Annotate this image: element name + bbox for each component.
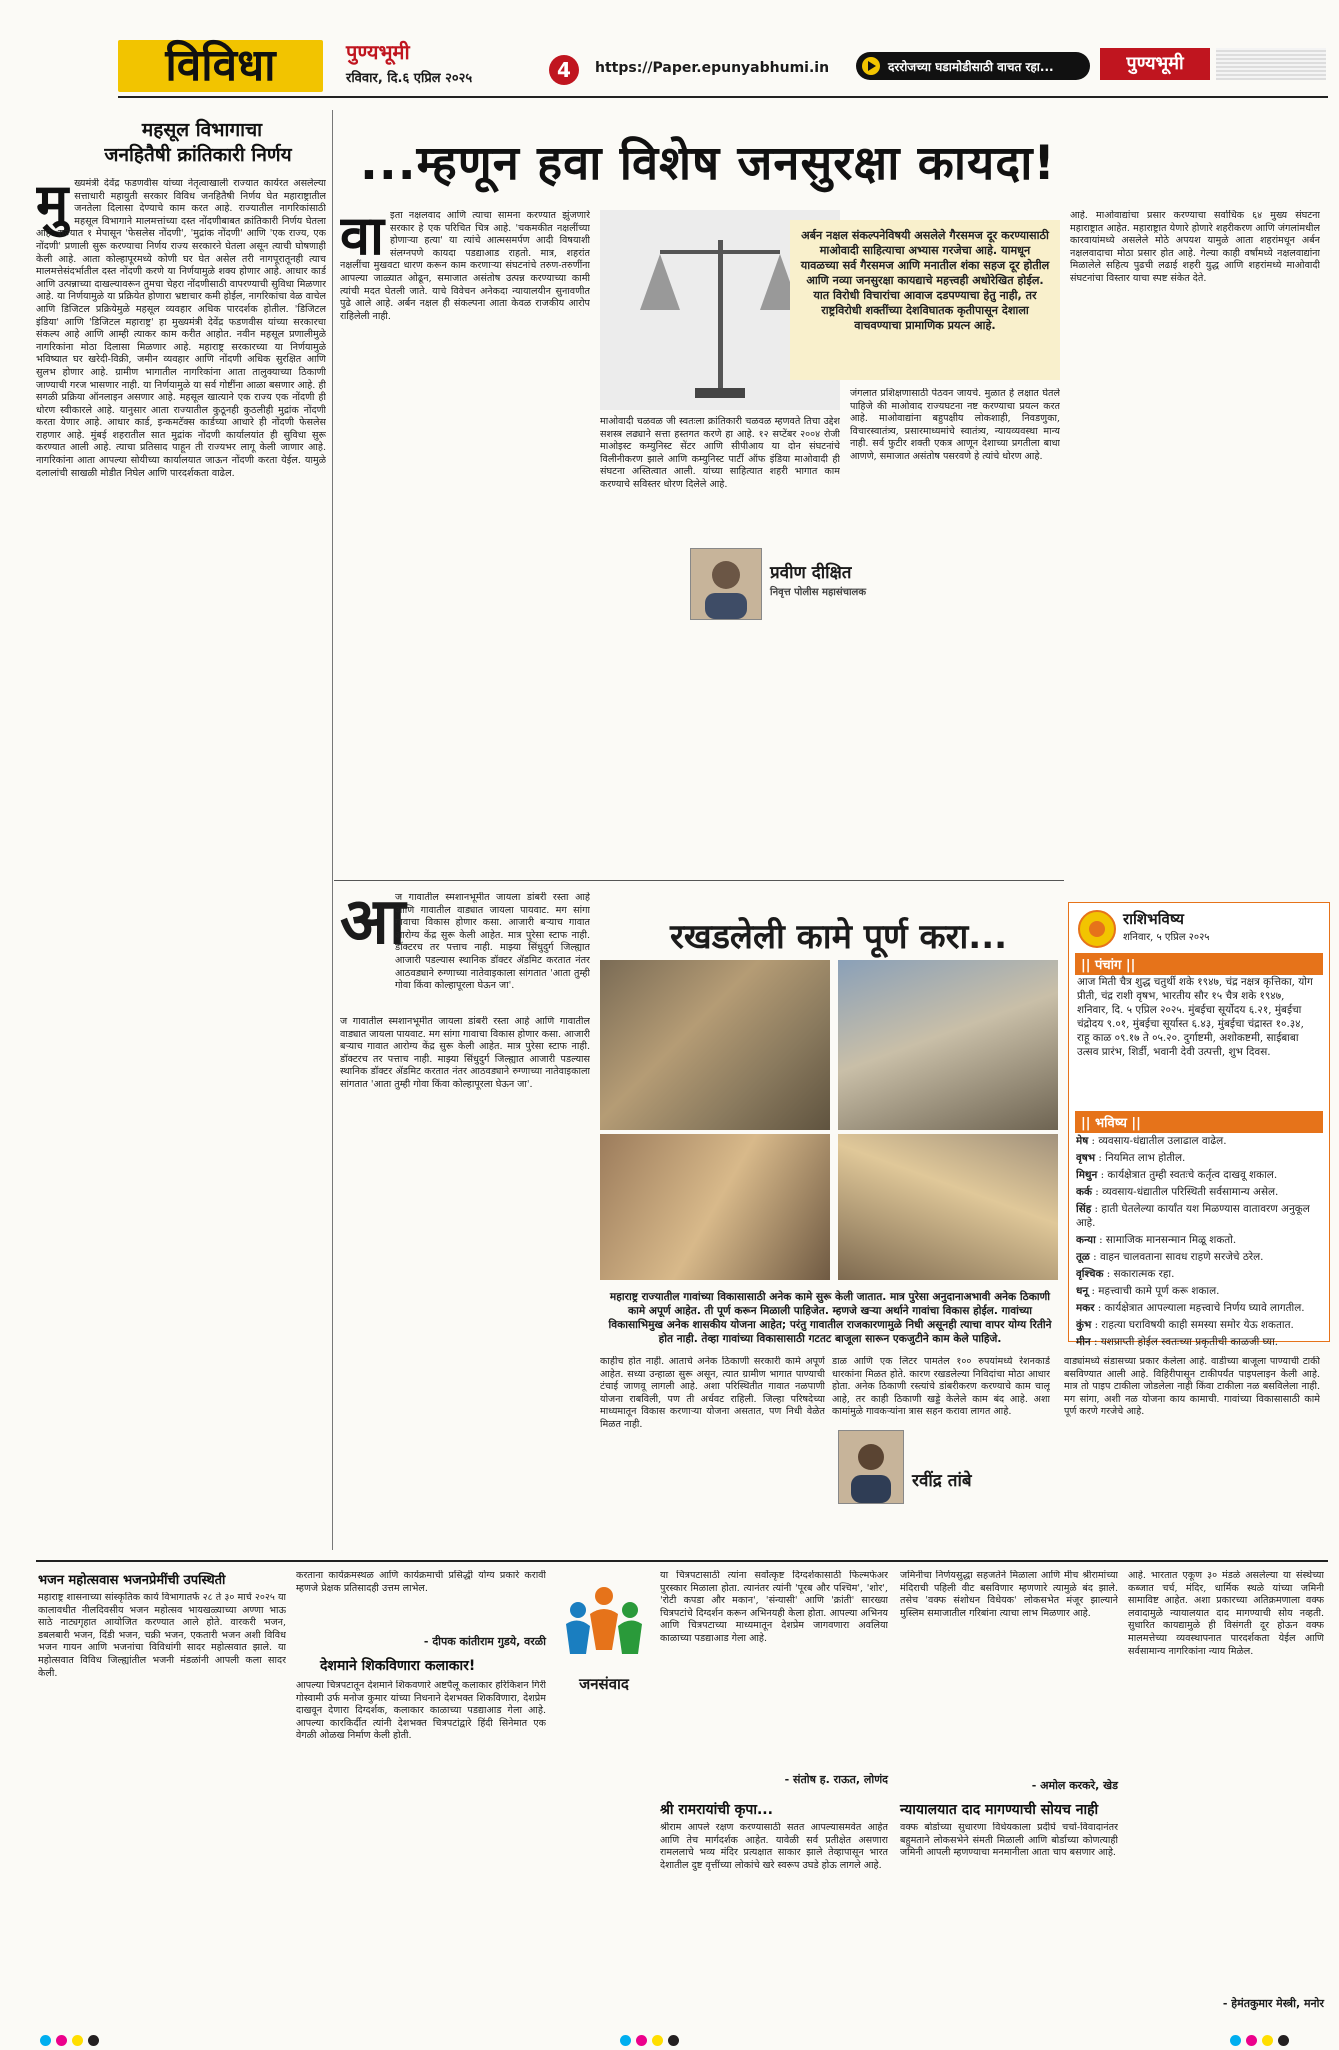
rural-author-name: रवींद्र तांबे <box>908 1468 976 1491</box>
justice-col <box>900 1822 1118 2012</box>
last-byline: - हेमंतकुमार मेस्त्री, मनोर <box>1222 1997 1324 2010</box>
justice-text: वक्फ बोर्डाच्या सुधारणा विधेयकाला प्रदीर्घ चर्चा-विवादानंतर बहुमताने लोकसभेने संमती मिळाली आणि बोर्डाच्या कोणत्याही जमिनी आपली म्हणण्याचा मनमानीला आता चाप बसणार आहे. <box>900 1822 1118 1859</box>
zodiac-wheel-icon <box>1077 909 1117 949</box>
rashi-text: सामाजिक मानसन्मान मिळू शकतो. <box>1105 1234 1237 1246</box>
rural-headline: रखडलेली कामे पूर्ण करा... <box>670 917 1008 957</box>
deshmukh-col-2 <box>660 1570 888 1770</box>
rural-body-2: काहीच होत नाही. आताचे अनेक ठिकाणी सरकारी कामे अपूर्ण आहेत. सध्या उन्हाळा सुरू असून, त्यात ग्रामीण भागात पाण्याची टंचाई जाणवू लागली आहे. अशा परिस्थितीत गावात नळपाणी योजना राबविली, पण ती अर्धवट राहिली. जिल्हा परिषदेच्या माध्यमातून विकास करणाऱ्या योजना असतात, पण निधी वेळेत मिळत नाही. <box>600 1356 825 1430</box>
cyan-mark-icon <box>40 2035 51 2046</box>
paper-logo-small: पुण्यभूमी <box>1126 53 1184 74</box>
photo-construction <box>838 1134 1058 1280</box>
people-group-icon <box>556 1580 652 1670</box>
main-body-1: इता नक्षलवाद आणि त्याचा सामना करण्यात झुंजणारे सरकार हे एक परिचित चित्र आहे. 'चकमकीत नक्षलींच्या होणाऱ्या हत्या' या त्यांचे आत्मसमर्पण आदी विषयाशी संलग्नपणे कायदा पडद्याआड राहतो. मात्र, शहरांत नक्षलींचा मुखवटा धारण करून काम करणाऱ्या संघटनांचे तरुण-तरुणींना आपल्या जाळ्यात ओढून, समाजात असंतोष उत्पन्न करण्याच्या कामी त्यांची मदत घेतली जाते. याचे विवेचन अनेकदा न्यायालयीन सुनावणीत पुढे आले आहे. अर्बन नक्षल ही संकल्पना आता केवळ राजकीय आरोप राहिलेली नाही. <box>340 210 590 322</box>
pullquote-text: अर्बन नक्षल संकल्पनेविषयी असलेले गैरसमज दूर करण्यासाठी माओवादी साहित्याचा अभ्यास गरजेचा आहे. यामधून यावळच्या सर्व गैरसमज आणि मनातील शंका सहज दूर होतील आणि नव्या जनसुरक्षा कायद्याचे महत्त्वही अधोरेखित होईल. यात विरोधी विचारांचा आवाज दडपण्याचा हेतु नाही, तर राष्ट्रविरोधी शक्तींच्या देशविघातक कृतीपासून देशाला वाचवण्याचा प्रामाणिक प्रयत्न आहे. <box>800 229 1050 332</box>
tagline-text: दररोजच्या घडामोडीसाठी वाचत रहा... <box>888 60 1054 74</box>
left-dropcap: मु <box>36 178 69 235</box>
yellow-mark-icon <box>1262 2035 1273 2046</box>
epaper-url[interactable]: https://Paper.epunyabhumi.in <box>595 60 830 76</box>
rural-caption: महाराष्ट्र राज्यातील गावांच्या विकासासाठी अनेक कामे सुरू केली जातात. मात्र पुरेसा अनुदानाअभावी अनेक ठिकाणी कामे अपूर्ण आहेत. ती पूर्ण करून मिळाली पाहिजेत. म्हणजे खऱ्या अर्थाने गावांचा विकास होईल. गावांच्या विकासाभिमुख अनेक शासकीय योजना आहेत; परंतु गावातील राजकारणामुळे निधी असूनही त्याचा वापर योग्य रितीने होत नाही. तेव्हा गावांच्या विकासासाठी गटतट बाजूला सारून एकजुटीने काम केले पाहिजे. <box>608 1291 1052 1345</box>
play-icon <box>862 57 880 75</box>
rural-body-4: वाड्यांमध्ये संडासच्या प्रकार केलेला आहे. वाडीच्या बाजूला पाण्याची टाकी बसविण्यात आली आहे. विहिरीपासून टाकीपर्यंत पाइपलाइन केली आहे. मात्र तो पाइप टाकीला जोडलेला नाही किंवा टाकीला नळ बसविलेला नाही. मग सांगा, अशी नळ योजना काय कामाची. गावांच्या विकासासाठी कामे पूर्ण करणे गरजेचे आहे. <box>1064 1356 1320 1418</box>
ramrayachi-text: श्रीराम आपले रक्षण करण्यासाठी सतत आपल्यासमवेत आहेत आणि तेच मार्गदर्शक आहेत. यावेळी सर्व प्रतीक्षेत असणारा रामललाचे भव्य मंदिर प्रत्यक्षात साकार झाले तेव्हापासून भारत देशातील दुष्ट वृत्तींच्या लोकांचे खरे स्वरूप उघडे होऊ लागले आहे. <box>660 1822 888 1871</box>
deshmukh-text: आपल्या चित्रपटातून देशमाने शिकवणारे अष्टपैलू कलाकार हरिकिशन गिरी गोस्वामी उर्फ मनोज कुमार यांच्या निधनाने देशभक्त शिकविणारा, देशप्रेम दाखवून देणारा दिग्दर्शक, कलाकार काळाच्या पडद्याआड गेला आहे. आपल्या कारकिर्दीत त्यांनी देशभक्त चित्रपटांद्वारे हिंदी सिनेमात एक वेगळी ओळख निर्माण केली होती. <box>296 1680 546 1742</box>
rashi-item: सिंह : हाती घेतलेल्या कार्यांत यश मिळण्यास वातावरण अनुकूल आहे. <box>1076 1203 1310 1229</box>
rashi-sign: सिंह <box>1076 1203 1092 1215</box>
rural-body-3: डाळ आणि एक लिटर पामतेल १०० रुपयांमध्ये रेशनकार्ड धारकांना मिळत होते. कारण रखडलेल्या निविदांचा मोठा आधार होता. अनेक ठिकाणी रस्त्यांचे डांबरीकरण करण्याचे काम चालू आहे, तर काही ठिकाणी खड्डे केलेले काम बंद आहे. अशा कामांमुळे गावकऱ्यांना त्रास सहन करावा लागत आहे. <box>832 1356 1050 1418</box>
magenta-mark-icon <box>636 2035 647 2046</box>
rural-col-2 <box>600 1356 825 1556</box>
magenta-mark-icon <box>1246 2035 1257 2046</box>
bhajan-col-2 <box>296 1570 546 1630</box>
author-title: निवृत्त पोलीस महासंचालक <box>770 587 867 598</box>
magenta-mark-icon <box>56 2035 67 2046</box>
rashi-sign: कर्क <box>1076 1186 1092 1198</box>
deshmukh-title: देशमाने शिकविणारा कलाकार! <box>320 1658 476 1674</box>
main-col-1 <box>340 210 590 770</box>
masthead-pattern <box>1216 48 1326 80</box>
rural-caption-box <box>600 1290 1060 1350</box>
main-body-3: जंगलात प्रशिक्षणासाठी पेठवन जायचे. मुळात हे लक्षात घेतले पाहिजे की माओवाद राज्यघटना नष्ट करण्याचा प्रयत्न करत आहे. माओवाद्यांना बहुपक्षीय लोकशाही, निवडणुका, विचारस्वातंत्र्य, प्रसारमाध्यमांचे स्वातंत्र्य, न्यायव्यवस्था मान्य नाही. सर्व फुटीर शक्ती एकत्र आणून देशाच्या प्रगतीला बाधा आणणे, समाजात असंतोष पसरवणे हे त्यांचे धोरण आहे. <box>850 388 1060 462</box>
rashi-sign: तूळ <box>1076 1251 1090 1263</box>
rashi-text: कार्यक्षेत्रात तुम्ही स्वतःचे कर्तृत्व दाखवू शकाल. <box>1107 1169 1278 1181</box>
janasamvad-logo <box>556 1580 652 1700</box>
rashi-text: कार्यक्षेत्रात आपल्याला महत्त्वाचे निर्णय घ्यावे लागतील. <box>1104 1302 1305 1314</box>
rural-intro <box>395 892 590 1012</box>
issue-date: रविवार, दि.६ एप्रिल २०२५ <box>346 71 473 86</box>
bhajan-col-1 <box>38 1592 286 2012</box>
rashi-item: कुंभ : राहत्या घराविषयी काही समस्या समोर येऊ शकतात. <box>1076 1319 1294 1331</box>
pullquote-box <box>790 220 1060 380</box>
person-icon <box>839 1431 903 1503</box>
main-body-4: आहे. माओवाद्यांचा प्रसार करण्याचा सर्वाधिक ६४ मुख्य संघटना महाराष्ट्रात आहेत. महाराष्ट्रात येणारे होणारे शहरीकरण आणि जंगलांमधील कारवायांमध्ये असलेले मोठे अपयश यामुळे आता शहरांमधून अर्बन नक्षलवादाचा मोठा प्रसार होत आहे. गेल्या काही वर्षांमध्ये नक्षलवाद्यांना मिळालेले सहित्य पुढची लढाई शहरी युद्ध आणि शहरांमध्ये माओवादी संघटनांचा विस्तार याचा स्पष्ट संकेत देते. <box>1070 210 1320 284</box>
waqf-col <box>900 1570 1118 1770</box>
bhajan-text-2: करताना कार्यक्रमस्थळ आणि कार्यक्रमाची प्रसिद्धी योग्य प्रकारे करावी म्हणजे प्रेक्षक प्रतिसादही उत्तम लाभेल. <box>296 1570 546 1594</box>
rashi-item: वृषभ : नियमित लाभ होतील. <box>1076 1152 1186 1164</box>
cyan-mark-icon <box>1230 2035 1241 2046</box>
waqf-byline: - अमोल करकरे, खेड <box>1031 1779 1118 1792</box>
section-rule <box>334 880 1064 881</box>
registration-marks-right <box>1230 2031 1294 2043</box>
rashi-sign: वृषभ <box>1076 1152 1096 1164</box>
rashi-text: नियमित लाभ होतील. <box>1105 1152 1186 1164</box>
black-mark-icon <box>668 2035 679 2046</box>
photo-road-work <box>838 960 1058 1130</box>
rashi-item: कन्या : सामाजिक मानसन्मान मिळू शकतो. <box>1076 1234 1237 1246</box>
photo-village <box>600 1134 830 1280</box>
rashi-sign: धनू <box>1076 1285 1089 1297</box>
yellow-mark-icon <box>72 2035 83 2046</box>
main-col-4 <box>1070 210 1320 890</box>
section-title: विविधा <box>165 40 276 91</box>
panchang-text: आज मिती चैत्र शुद्ध चतुर्थी शके १९४७, चंद्र नक्षत्र कृत्तिका, योग प्रीती, चंद्र राशी वृषभ, भारतीय सौर १५ चैत्र शके १९४७, शनिवार, दि. ५ एप्रिल २०२५. मुंबईचा सूर्योदय ६.२१, मुंबईचा चंद्रोदय ९.०१, मुंबईचा सूर्यास्त ६.४३, मुंबईचा चंद्रास्त १०.३४, राहू काळ ०९.१७ ते ०५.२०. दुर्गाष्टमी, अशोकष्टमी, साईबाबा उत्सव प्रारंभ, शिर्डी, भवानी देवी उत्पत्ती, शुभ दिवस. <box>1077 976 1313 1058</box>
left-article-title-1: महसूल विभागाचा <box>141 119 263 141</box>
author-name: प्रवीण दीक्षित <box>770 563 852 583</box>
left-article-body: ख्यमंत्री देवेंद्र फडणवीस यांच्या नेतृत्वाखाली राज्यात कार्यरत असलेल्या सत्ताधारी महायुती सरकार विविध जनहितैषी निर्णय घेत महाराष्ट्रातील जनतेला दिलासा देण्याचे काम करत आहे. राज्यातील नागरिकांसाठी महसूल विभागाने मालमत्तांच्या दस्त नोंदणीबाबत क्रांतिकारी निर्णय घेतला आहे. राज्यात १ मेपासून 'फेसलेस नोंदणी', 'मुद्रांक नोंदणी' आणि 'एक राज्य, एक नोंदणी' प्रणाली सुरू करण्याचा निर्णय राज्य सरकारने घेतला असून त्याची घोषणाही केली आहे. आता कोल्हापूरमध्ये कोणी घर घेत असेल तरी नागपूरातूनही त्याच मालमत्तेसंदर्भातील दस्त नोंदणी करणे या निर्णयामुळे शक्य होणार आहे. आधार कार्ड आणि उत्पन्नाच्या दाखल्यावरून तुमचा चेहरा नोंदणीसाठी वापरण्याची सुविधा मिळणार आहे. या निर्णयामुळे या प्रक्रियेत होणारा भ्रष्टाचार कमी होईल, नागरिकांचा वेळ वाचेल आणि डिजिटल प्रक्रियेमुळे महसूल व्यवहार अधिक पारदर्शक होतील. 'डिजिटल इंडिया' आणि 'डिजिटल महाराष्ट्र' हा मुख्यमंत्री देवेंद्र फडणवीस यांच्या सरकारचा संकल्प आहे आणि आम्ही त्याकर काम करीत आहोत. नवीन महसूल प्रणालीमुळे नागरिकांना मोठा दिलासा मिळणार आहे. महाराष्ट्र सरकारच्या या निर्णयामुळे भविष्यात घर खरेदी-विक्री, जमीन व्यवहार आणि नोंदणी अधिक सुरक्षित आणि सुलभ होणार आहे. ग्रामीण भागातील नागरिकांना आता तालुक्याच्या ठिकाणी जाण्याची गरज भासणार नाही. या निर्णयामुळे या सर्व गोष्टींना आळा बसणार आहे. ही सगळी प्रक्रिया ऑनलाइन असणार आहे. महसूल खात्याने एक राज्य एक नोंदणी ही धोरण स्वीकारले आहे. यानुसार आता राज्यातील कुठूनही कुठलीही मुद्रांक नोंदणी करता येणार आहे. आधार कार्ड, इन्कमटॅक्स कार्डच्या आधारे ही नोंदणी फेसलेस राहणार आहे. मुंबई शहरातील सात मुद्रांक नोंदणी कार्यालयांत ही सुविधा सुरू करण्यात आली आहे. त्याचा प्रतिसाद पाहून ती राज्यभर लागू केली जाणार आहे. नागरिकांना आता आपल्या सोयीच्या कार्यालयात जाऊन नोंदणी करता येईल. यामुळे दलालांची साखळी मोडीत निघेल आणि पारदर्शकता वाढेल. <box>36 178 326 479</box>
panchang-label: || पंचांग || <box>1075 953 1323 975</box>
ramrayachi-title: श्री रामरायांची कृपा... <box>660 1802 773 1818</box>
person-icon <box>691 549 761 619</box>
rashi-item: वृश्चिक : सकारात्मक रहा. <box>1076 1268 1175 1280</box>
rashi-item: कर्क : व्यवसाय-धंद्यातील परिस्थिती सर्वसामान्य असेल. <box>1076 1186 1279 1198</box>
rashi-title: राशिभविष्य <box>1123 910 1184 928</box>
deshmukh-col-1 <box>296 1680 546 2010</box>
rashi-sign: मीन <box>1076 1336 1091 1348</box>
bhajan-title: भजन महोत्सवास भजनप्रेमींची उपस्थिती <box>38 1573 226 1588</box>
cyan-mark-icon <box>620 2035 631 2046</box>
rashi-item: मकर : कार्यक्षेत्रात आपल्याला महत्त्वाचे निर्णय घ्यावे लागतील. <box>1076 1302 1305 1314</box>
rashi-sign: वृश्चिक <box>1076 1268 1104 1280</box>
registration-marks-left <box>40 2031 104 2043</box>
ramrayachi-col <box>660 1822 888 2012</box>
rashi-text: व्यवसाय-धंद्यातील उलाढाल वाढेल. <box>1098 1135 1227 1147</box>
rashi-sign: मकर <box>1076 1302 1095 1314</box>
rashi-sign: मेष <box>1076 1135 1089 1147</box>
waqf-text: जमिनीचा निर्णयसुद्धा सहजतेने मिळाला आणि मीच श्रीरामांच्या मंदिराची पहिली वीट बसविणार म्हणणारे त्यामुळे बंद झाले. तसेच 'वक्फ संशोधन विधेयक' लोकसभेत मंजूर झाल्याने मुस्लिम समाजातील गरिबांना त्याचा लाभ मिळणार आहे. <box>900 1570 1118 1619</box>
rashi-text: व्यवसाय-धंद्यातील परिस्थिती सर्वसामान्य असेल. <box>1102 1186 1279 1198</box>
rashi-sign: मिथुन <box>1076 1169 1098 1181</box>
rashi-sign: कन्या <box>1076 1234 1096 1246</box>
bhavishya-label: || भविष्य || <box>1075 1111 1323 1133</box>
main-body-2: माओवादी चळवळ जी स्वतःला क्रांतिकारी चळवळ म्हणवते तिचा उद्देश सशस्त्र लढ्याने सत्ता हस्तगत करणे हा आहे. १२ सप्टेंबर २००४ रोजी माओइस्ट कम्युनिस्ट सेंटर आणि सीपीआय या दोन संघटनांचे विलीनीकरण झाले आणि कम्युनिस्ट पार्टी ऑफ इंडिया माओवादी ही संघटना अस्तित्वात आली. यांच्या साहित्यात शहरी भागात काम करण्याचे सविस्तर धोरण दिलेले आहे. <box>600 416 840 490</box>
rashi-list <box>1076 1134 1322 1554</box>
justice-title: न्यायालयात दाद मागण्याची सोयच नाही <box>900 1802 1099 1818</box>
rashi-text: यशप्राप्ती होईल स्वतःच्या प्रकृतीची काळजी घ्या. <box>1100 1336 1279 1348</box>
deshmukh-text-2: या चित्रपटासाठी त्यांना सर्वोत्कृष्ट दिग्दर्शकासाठी फिल्मफेअर पुरस्कार मिळाला होता. त्यानंतर त्यांनी 'पूरब और पश्चिम', 'शोर', 'रोटी कपडा और मकान', 'संन्यासी' आणि 'क्रांती' सारख्या चित्रपटांचे दिग्दर्शन करून अभिनयही केला होता. आपल्या अभिनय आणि चित्रपटाच्या माध्यमातून देशप्रेम जागवणारा अवलिया काळाच्या पडद्याआड गेला आहे. <box>660 1570 888 1644</box>
rashi-item: मीन : यशप्राप्ती होईल स्वतःच्या प्रकृतीची काळजी घ्या. <box>1076 1336 1279 1348</box>
main-dropcap: वा <box>340 210 385 267</box>
rural-dropcap: आ <box>340 884 406 959</box>
section-banner <box>118 40 323 92</box>
registration-marks-center <box>620 2031 684 2043</box>
rashi-sign: कुंभ <box>1076 1319 1092 1331</box>
rashi-item: मिथुन : कार्यक्षेत्रात तुम्ही स्वतःचे कर्तृत्व दाखवू शकाल. <box>1076 1169 1278 1181</box>
rural-col-1 <box>340 1016 590 1556</box>
rural-body-1a: ज गावातील स्मशानभूमीत जायला डांबरी रस्ता आहे आणि गावातील वाड्यात जायला पायवाट. मग सांगा गावाचा विकास होणार कसा. आजारी बऱ्याच गावात आरोग्य केंद्र सुरू केली आहेत. मात्र पुरेसा स्टाफ नाही. डॉक्टरच तर पत्ताच नाही. माझ्या सिंधुदुर्ग जिल्ह्यात आजारी पडल्यास स्थानिक डॉक्टर ॲडमिट करतात नंतर आठवड्याने रुग्णाच्या नातेवाइकाला सांगतात 'आता तुम्ही गोवा किंवा कोल्हापूरला घेऊन जा'. <box>395 892 590 992</box>
janasamvad-title: जनसंवाद <box>579 1675 629 1693</box>
header-rule <box>118 96 1328 98</box>
left-article <box>36 178 326 1410</box>
bottom-rule <box>36 1560 1328 1562</box>
bhajan-byline: - दीपक कांतीराम गुडये, वरळी <box>423 1635 546 1648</box>
deshmukh-byline: - संतोष ह. राऊत, लोणंद <box>784 1773 888 1786</box>
rashi-text: राहत्या घराविषयी काही समस्या समोर येऊ शकतात. <box>1101 1319 1294 1331</box>
rashi-text: हाती घेतलेल्या कार्यांत यश मिळण्यास वातावरण अनुकूल आहे. <box>1076 1203 1310 1229</box>
bhajan-text: महाराष्ट्र शासनाच्या सांस्कृतिक कार्य विभागातर्फे २८ ते ३० मार्च २०२५ या कालावधीत नीलदिवसीय भजन महोत्सव भायखळ्याच्या अण्णा भाऊ साठे नाट्यगृहात आयोजित करण्यात आले होते. वारकरी भजन, डबलबारी भजन, दिंडी भजन, चक्री भजन, एकतारी भजन अशी विविध भजन गायन आणि भजनांचा विविधांगी सादर महोत्सवात झाले. या महोत्सवात विविध जिल्ह्यांतील भजनी मंडळांनी आपली कला सादर केली. <box>38 1592 286 1679</box>
rashi-text: सकारात्मक रहा. <box>1113 1268 1175 1280</box>
black-mark-icon <box>1278 2035 1289 2046</box>
photo-workers <box>600 960 830 1130</box>
rashi-item: धनू : महत्त्वाची कामे पूर्ण करू शकाल. <box>1076 1285 1220 1297</box>
rashi-item: मेष : व्यवसाय-धंद्यातील उलाढाल वाढेल. <box>1076 1135 1227 1147</box>
column-divider <box>332 110 333 1550</box>
yellow-mark-icon <box>652 2035 663 2046</box>
rashi-item: तूळ : वाहन चालवताना सावध राहणे सरजेचे ठरेल. <box>1076 1251 1264 1263</box>
main-headline: ...म्हणून हवा विशेष जनसुरक्षा कायदा! <box>360 136 1056 191</box>
last-col <box>1128 1570 1324 1990</box>
panchang-body <box>1077 975 1319 1107</box>
rashi-text: वाहन चालवताना सावध राहणे सरजेचे ठरेल. <box>1099 1251 1264 1263</box>
main-col-3 <box>850 388 1060 768</box>
paper-logo: पुण्यभूमी <box>346 40 410 64</box>
author-photo <box>690 548 762 620</box>
tagline-pill <box>856 52 1090 80</box>
last-text: आहे. भारतात एकूण ३० मंडळे असलेल्या या संस्थेच्या कब्जात चर्च, मंदिर, धार्मिक स्थळे यांच्या जमिनी सामाविष्ट आहेत. अशा प्रकारच्या अतिक्रमणाला वक्फ लवादामुळे न्यायालयात दाद मागण्याची सोय नव्हती. सुधारित कायद्यामुळे ही विसंगती दूर होऊन वक्फ मालमत्तेच्या व्यवस्थापनात पारदर्शकता येईल आणि सर्वसामान्य नागरिकांना न्याय मिळेल. <box>1128 1570 1324 1657</box>
rashi-text: महत्त्वाची कामे पूर्ण करू शकाल. <box>1098 1285 1220 1297</box>
page-number: 4 <box>549 55 579 85</box>
rural-body-1: ज गावातील स्मशानभूमीत जायला डांबरी रस्ता आहे आणि गावातील वाड्यात जायला पायवाट. मग सांगा गावाचा विकास होणार कसा. आजारी बऱ्याच गावात आरोग्य केंद्र सुरू केली आहेत. मात्र पुरेसा स्टाफ नाही. डॉक्टरच तर पत्ताच नाही. माझ्या सिंधुदुर्ग जिल्ह्यात आजारी पडल्यास स्थानिक डॉक्टर ॲडमिट करतात नंतर आठवड्याने रुग्णाच्या नातेवाइकाला सांगतात 'आता तुम्ही गोवा किंवा कोल्हापूरला घेऊन जा'. <box>340 1016 590 1090</box>
black-mark-icon <box>88 2035 99 2046</box>
paper-logo-box <box>1100 48 1210 80</box>
rural-author-photo <box>838 1430 904 1504</box>
left-article-title-2: जनहितैषी क्रांतिकारी निर्णय <box>104 144 292 166</box>
rashi-date: शनिवार, ५ एप्रिल २०२५ <box>1123 932 1210 943</box>
